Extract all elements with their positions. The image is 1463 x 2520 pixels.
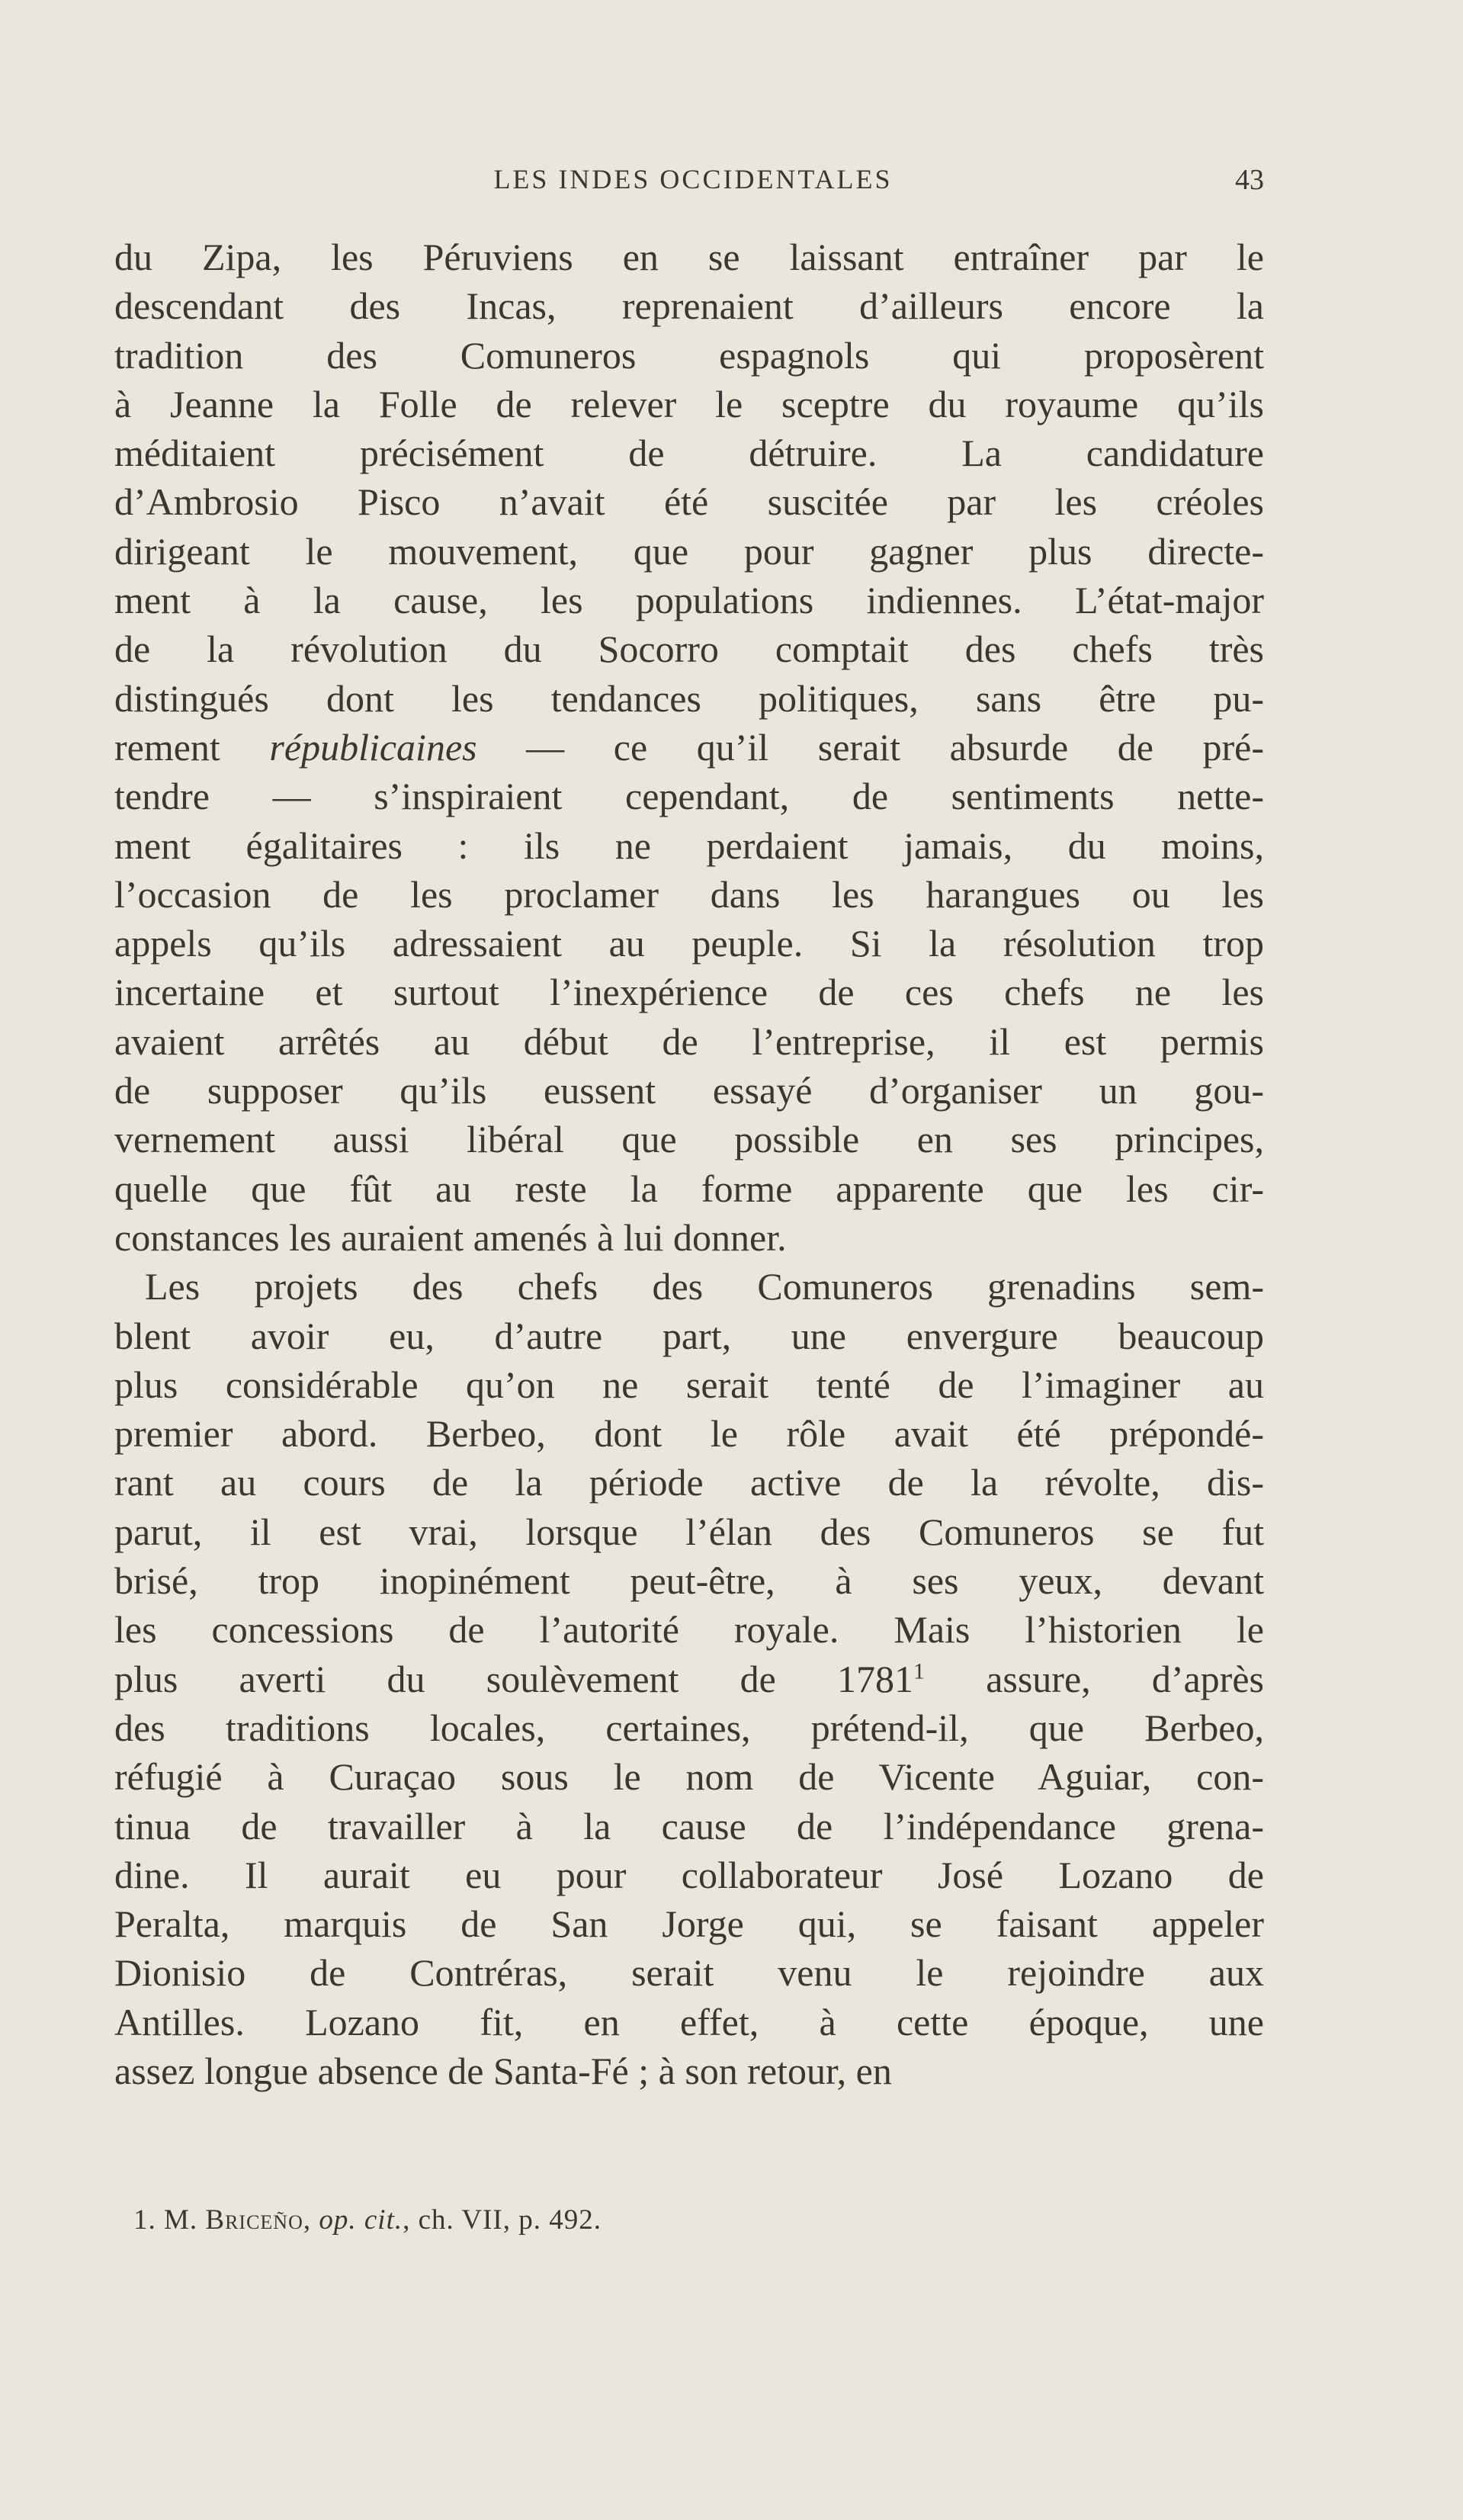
text-span: assure, d’après xyxy=(925,1657,1264,1700)
text-line xyxy=(114,1655,1264,1703)
footnote-location: , ch. VII, p. 492. xyxy=(403,2204,602,2236)
text-line: ment à la cause, les populations indiennes. L’état-major xyxy=(114,579,1264,622)
text-line: tendre — s’inspiraient cependant, de sentiments nette- xyxy=(114,775,1264,818)
text-line: méditaient précisément de détruire. La candidature xyxy=(114,432,1264,475)
body-text xyxy=(114,233,1264,2095)
text-line: rant au cours de la période active de la révolte, dis- xyxy=(114,1461,1264,1504)
text-line: Les projets des chefs des Comuneros grenadins sem- xyxy=(145,1265,1264,1308)
text-line: distingués dont les tendances politiques, sans être pu- xyxy=(114,676,1264,720)
text-line xyxy=(114,723,1264,772)
page-header xyxy=(122,163,1264,201)
text-line: de supposer qu’ils eussent essayé d’organiser un gou- xyxy=(114,1069,1264,1112)
page-number: 43 xyxy=(1235,164,1264,196)
text-line: constances les auraient amenés à lui donner. xyxy=(114,1215,787,1259)
text-line: Peralta, marquis de San Jorge qui, se faisant appeler xyxy=(114,1902,1264,1946)
footnote-reference: op. cit. xyxy=(319,2204,403,2236)
text-span: — ce qu’il serait absurde de pré- xyxy=(476,725,1264,769)
text-line: Antilles. Lozano fit, en effet, à cette époque, une xyxy=(114,2000,1264,2043)
text-line: descendant des Incas, reprenaient d’ailleurs encore la xyxy=(114,284,1264,328)
text-line: à Jeanne la Folle de relever le sceptre du royaume qu’ils xyxy=(114,382,1264,425)
running-title: LES INDES OCCIDENTALES xyxy=(493,164,893,194)
text-line: dine. Il aurait eu pour collaborateur José Lozano de xyxy=(114,1853,1264,1896)
text-line: l’occasion de les proclamer dans les harangues ou les xyxy=(114,872,1264,916)
text-line: assez longue absence de Santa-Fé ; à son retour, en xyxy=(114,2049,892,2092)
text-line: blent avoir eu, d’autre part, une envergure beaucoup xyxy=(114,1314,1264,1357)
footnote: 1. M. Briceño, op. cit., ch. VII, p. 492. xyxy=(133,2204,602,2236)
text-line: du Zipa, les Péruviens en se laissant entraîner par le xyxy=(114,236,1264,278)
footnote-author-initial: M. xyxy=(164,2204,198,2236)
text-line: dirigeant le mouvement, que pour gagner plus directe- xyxy=(114,529,1264,573)
text-line: tinua de travailler à la cause de l’indépendance grena- xyxy=(114,1804,1264,1847)
text-line: réfugié à Curaçao sous le nom de Vicente Aguiar, con- xyxy=(114,1755,1264,1799)
text-line: vernement aussi libéral que possible en ses principes, xyxy=(114,1118,1264,1161)
text-line: ment égalitaires : ils ne perdaient jamais, du moins, xyxy=(114,823,1264,867)
text-line: premier abord. Berbeo, dont le rôle avait été prépondé- xyxy=(114,1412,1264,1456)
footnote-marker: 1. xyxy=(133,2204,156,2236)
text-line: parut, il est vrai, lorsque l’élan des Comuneros se fut xyxy=(114,1510,1264,1553)
text-line: avaient arrêtés au début de l’entreprise, il est permis xyxy=(114,1019,1264,1063)
text-line: tradition des Comuneros espagnols qui proposèrent xyxy=(114,333,1264,377)
text-line: plus considérable qu’on ne serait tenté de l’imaginer au xyxy=(114,1363,1264,1406)
footnote-author: Briceño xyxy=(205,2204,303,2236)
text-span: plus averti du soulèvement de 1781 xyxy=(114,1657,914,1700)
text-span: rement xyxy=(114,725,270,769)
text-line: appels qu’ils adressaient au peuple. Si la résolution trop xyxy=(114,922,1264,965)
text-line: incertaine et surtout l’inexpérience de ces chefs ne les xyxy=(114,971,1264,1014)
text-line: quelle que fût au reste la forme apparente que les cir- xyxy=(114,1167,1264,1210)
footnote-reference-marker: 1 xyxy=(913,1658,926,1684)
italic-text: républicaines xyxy=(269,725,477,769)
text-line: brisé, trop inopinément peut-être, à ses yeux, devant xyxy=(114,1559,1264,1603)
text-line: Dionisio de Contréras, serait venu le rejoindre aux xyxy=(114,1951,1264,1995)
text-line: des traditions locales, certaines, prétend-il, que Berbeo, xyxy=(114,1706,1264,1749)
text-line: les concessions de l’autorité royale. Mais l’historien le xyxy=(114,1608,1264,1652)
text-line: de la révolution du Socorro comptait des chefs très xyxy=(114,628,1264,671)
text-line: d’Ambrosio Pisco n’avait été suscitée par les créoles xyxy=(114,480,1264,524)
